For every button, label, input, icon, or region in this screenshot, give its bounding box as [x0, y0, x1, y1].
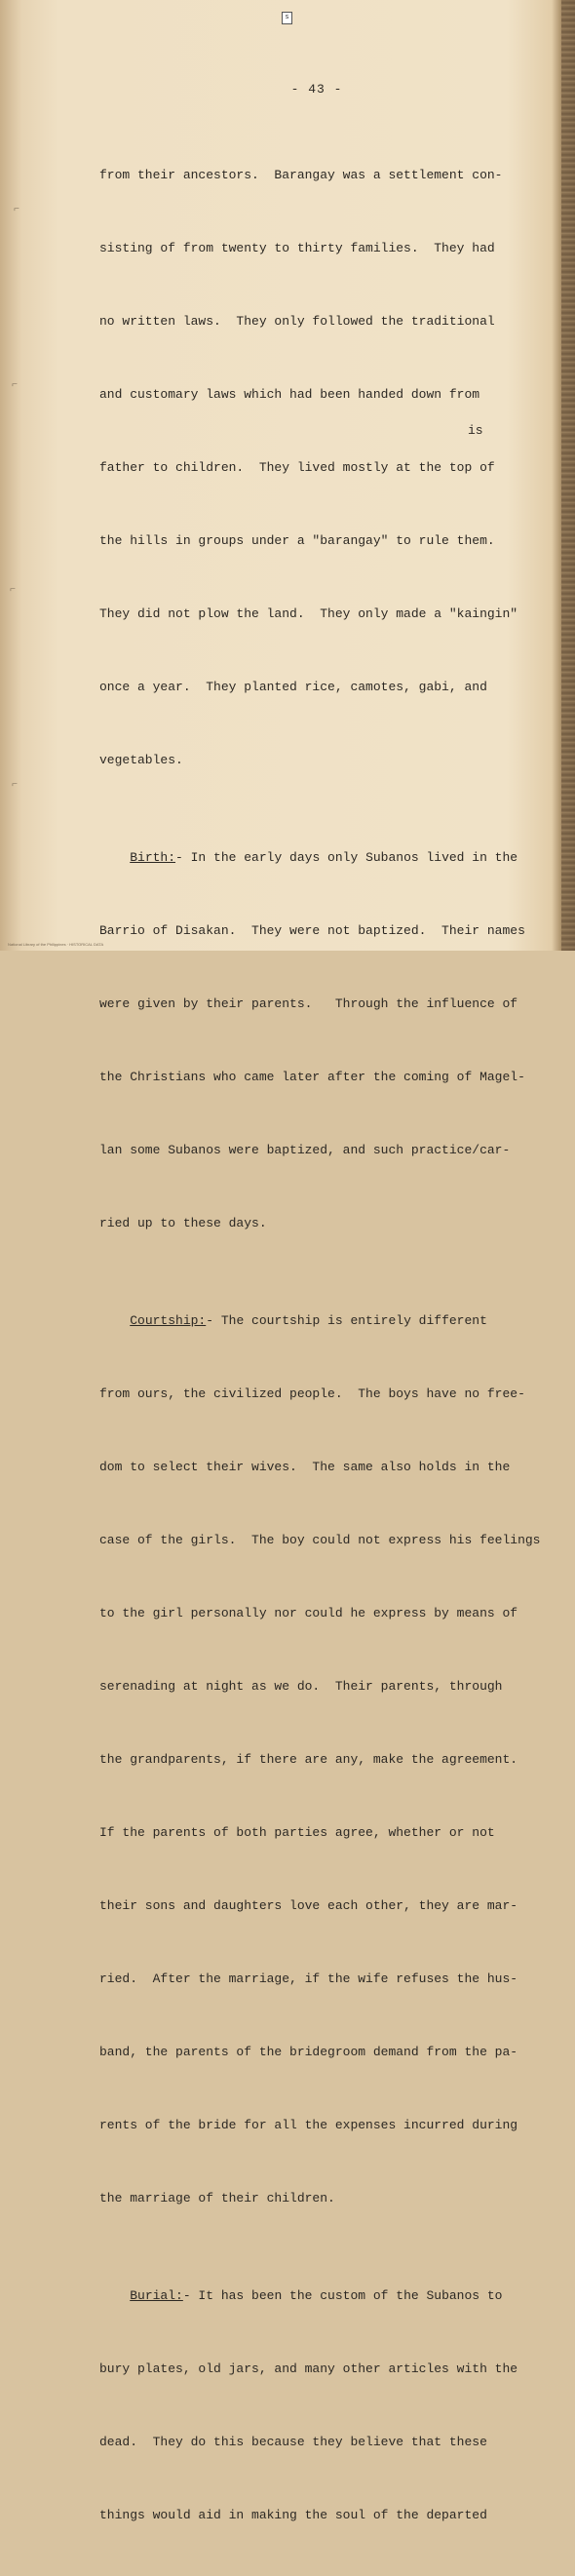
paper-mark: ⌐ [14, 205, 20, 215]
text-line: to the girl personally nor could he express by means of [99, 1606, 518, 1620]
page-binding-edge [561, 0, 575, 951]
text-line: from ours, the civilized people. The boys have no free- [99, 1386, 525, 1401]
courtship-paragraph-first-line: Courtship:- The courtship is entirely different [130, 1313, 487, 1328]
text-line: things would aid in making the soul of the departed [99, 2508, 487, 2522]
text-line: were given by their parents. Through the influence of [99, 996, 518, 1011]
text-line: ried. After the marriage, if the wife refuses the hus- [99, 1971, 518, 1986]
text-line: once a year. They planted rice, camotes, gabi, and [99, 680, 487, 694]
text-line: the grandparents, if there are any, make the agreement. [99, 1752, 518, 1767]
archive-footer: National Library of the Philippines · HISTORICAL DATA [8, 942, 104, 947]
birth-heading: Birth: [130, 850, 176, 865]
text-line: the Christians who came later after the coming of Magel- [99, 1070, 525, 1084]
text-line: father to children. They lived mostly at the top of [99, 460, 495, 475]
text-line: lan some Subanos were baptized, and such practice/car- [99, 1143, 511, 1157]
text-line: their sons and daughters love each other, they are mar- [99, 1898, 518, 1913]
text-line: bury plates, old jars, and many other articles with the [99, 2361, 518, 2376]
body-text [99, 114, 541, 2576]
text-line: case of the girls. The boy could not express his feelings [99, 1533, 541, 1547]
birth-paragraph-first-line: Birth:- In the early days only Subanos lived in the [130, 850, 518, 865]
text-line: and customary laws which had been handed down from [99, 387, 480, 402]
paper-mark: ⌐ [12, 780, 19, 791]
text-line: no written laws. They only followed the traditional [99, 314, 495, 329]
text-line: Barrio of Disakan. They were not baptized. Their names [99, 923, 525, 938]
text-line: They did not plow the land. They only made a "kaingin" [99, 606, 518, 621]
text-line: serenading at night as we do. Their parents, through [99, 1679, 503, 1694]
text-line: vegetables. [99, 753, 183, 767]
text-line: the marriage of their children. [99, 2191, 335, 2205]
courtship-heading: Courtship: [130, 1313, 207, 1328]
text-line: from their ancestors. Barangay was a settlement con- [99, 168, 503, 182]
text-line: the hills in groups under a "barangay" to rule them. [99, 533, 495, 548]
text-line: band, the parents of the bridegroom demand from the pa- [99, 2045, 518, 2059]
burial-paragraph-first-line: Burial:- It has been the custom of the Subanos to [130, 2288, 503, 2303]
text-line: sisting of from twenty to thirty families. They had [99, 241, 495, 255]
text-line: rents of the bride for all the expenses incurred during [99, 2118, 518, 2132]
text-line: If the parents of both parties agree, whether or not [99, 1825, 495, 1840]
text-line: dom to select their wives. The same also holds in the [99, 1460, 511, 1474]
text-line: dead. They do this because they believe that these [99, 2435, 487, 2449]
text-line: ried up to these days. [99, 1216, 267, 1230]
page-tag: s [282, 12, 292, 24]
paper-mark: ⌐ [10, 585, 17, 596]
paper-mark: ⌐ [12, 380, 19, 391]
handwritten-insertion: is [468, 423, 483, 438]
burial-heading: Burial: [130, 2288, 183, 2303]
page-number: - 43 - [290, 82, 343, 97]
